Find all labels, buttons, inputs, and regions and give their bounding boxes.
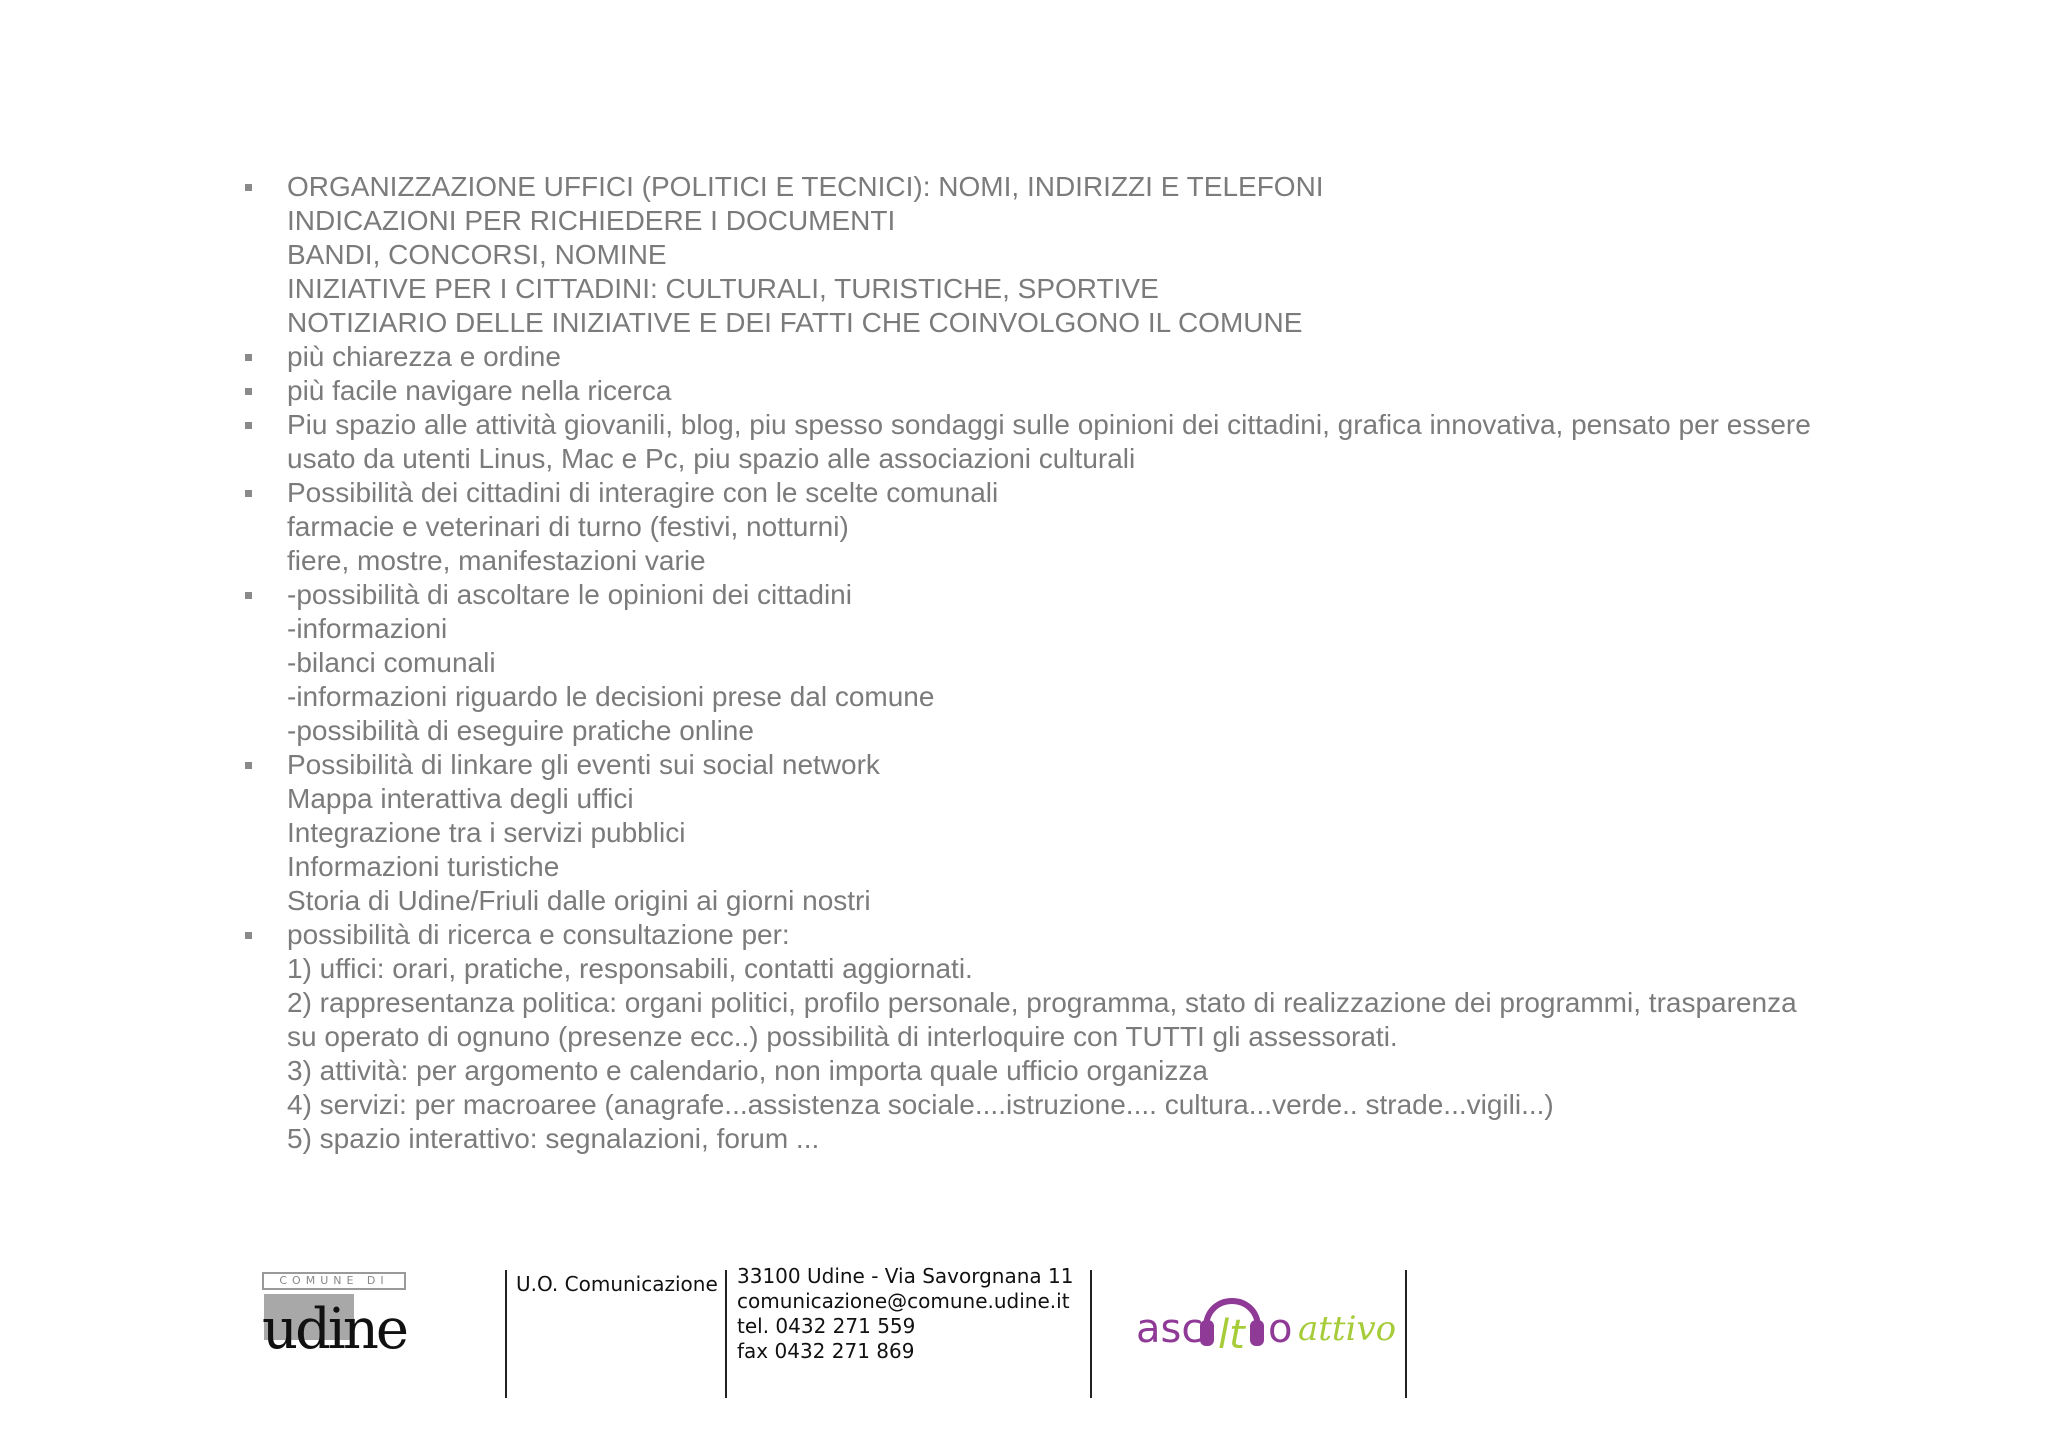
bullet-line: INIZIATIVE PER I CITTADINI: CULTURALI, TURISTICHE, SPORTIVE (287, 273, 1159, 304)
bullet-line: Possibilità di linkare gli eventi sui social network (287, 749, 880, 780)
bullet-line: -possibilità di eseguire pratiche online (287, 715, 754, 746)
bullet-line: 2) rappresentanza politica: organi politici, profilo personale, programma, stato di realizzazione dei programmi, trasparenza (287, 987, 1797, 1018)
bullet-line: usato da utenti Linus, Mac e Pc, piu spazio alle associazioni culturali (287, 443, 1136, 474)
bullet-line: NOTIZIARIO DELLE INIZIATIVE E DEI FATTI CHE COINVOLGONO IL COMUNE (287, 307, 1303, 338)
bullet-line: 4) servizi: per macroaree (anagrafe...assistenza sociale....istruzione.... cultura...verde.. strade...vigili...) (287, 1089, 1554, 1120)
bullet-line: ORGANIZZAZIONE UFFICI (POLITICI E TECNICI): NOMI, INDIRIZZI E TELEFONI (287, 171, 1324, 202)
comune-di-udine-logo (262, 1272, 442, 1367)
phone-line: tel. 0432 271 559 (737, 1314, 916, 1338)
bullet-item (242, 408, 1942, 476)
footer-divider (1405, 1270, 1407, 1398)
bullet-line: Possibilità dei cittadini di interagire con le scelte comunali (287, 477, 999, 508)
bullet-line: -bilanci comunali (287, 647, 496, 678)
bullet-item (242, 170, 1942, 340)
bullet-line: 3) attività: per argomento e calendario, non importa quale ufficio organizza (287, 1055, 1208, 1086)
footer-divider (505, 1270, 507, 1398)
email-line: comunicazione@comune.udine.it (737, 1289, 1070, 1313)
headphone-right-cup (1250, 1320, 1264, 1346)
bullet-line: INDICAZIONI PER RICHIEDERE I DOCUMENTI (287, 205, 896, 236)
bullet-line: Integrazione tra i servizi pubblici (287, 817, 686, 848)
bullet-item (242, 748, 1942, 918)
fax-line: fax 0432 271 869 (737, 1339, 915, 1363)
attivo-word: attivo (1298, 1309, 1397, 1349)
bullet-item (242, 476, 1942, 578)
ascolto-end: o (1268, 1306, 1293, 1352)
bullet-line: -informazioni riguardo le decisioni prese dal comune (287, 681, 935, 712)
bullet-line: possibilità di ricerca e consultazione per: (287, 919, 790, 950)
ascolto-mid: lt (1218, 1312, 1245, 1358)
bullet-item (242, 340, 1942, 374)
bullet-item (242, 578, 1942, 748)
office-name: U.O. Comunicazione (516, 1272, 718, 1296)
footer-divider (1090, 1270, 1092, 1398)
ascolto-word: asc (1136, 1306, 1204, 1352)
bullet-line: Informazioni turistiche (287, 851, 560, 882)
bullet-line: 5) spazio interattivo: segnalazioni, forum ... (287, 1123, 820, 1154)
address-line: 33100 Udine - Via Savorgnana 11 (737, 1264, 1074, 1288)
ascolto-attivo-logo (1128, 1270, 1408, 1370)
bullet-line: più facile navigare nella ricerca (287, 375, 672, 406)
bullet-line: fiere, mostre, manifestazioni varie (287, 545, 706, 576)
address-block (737, 1264, 1073, 1364)
bullet-line: -possibilità di ascoltare le opinioni dei cittadini (287, 579, 852, 610)
bullet-line: farmacie e veterinari di turno (festivi, notturni) (287, 511, 849, 542)
bullet-line: -informazioni (287, 613, 448, 644)
bullet-line: Mappa interattiva degli uffici (287, 783, 634, 814)
bullet-item (242, 374, 1942, 408)
comune-di-label: COMUNE DI (262, 1272, 406, 1290)
bullet-line: BANDI, CONCORSI, NOMINE (287, 239, 667, 270)
bullet-line: Storia di Udine/Friuli dalle origini ai giorni nostri (287, 885, 871, 916)
main-content (242, 170, 1942, 1156)
footer-divider (725, 1270, 727, 1398)
bullet-line: su operato di ognuno (presenze ecc..) possibilità di interloquire con TUTTI gli assessorati. (287, 1021, 1398, 1052)
udine-logo-word: udine (262, 1297, 407, 1362)
bullet-line: 1) uffici: orari, pratiche, responsabili, contatti aggiornati. (287, 953, 973, 984)
bullet-item (242, 918, 1942, 1156)
bullet-line: Piu spazio alle attività giovanili, blog, piu spesso sondaggi sulle opinioni dei cittadini, grafica innovativa, pensato per essere (287, 409, 1811, 440)
footer (0, 1262, 2048, 1412)
bullet-list (242, 170, 1942, 1156)
bullet-line: più chiarezza e ordine (287, 341, 561, 372)
